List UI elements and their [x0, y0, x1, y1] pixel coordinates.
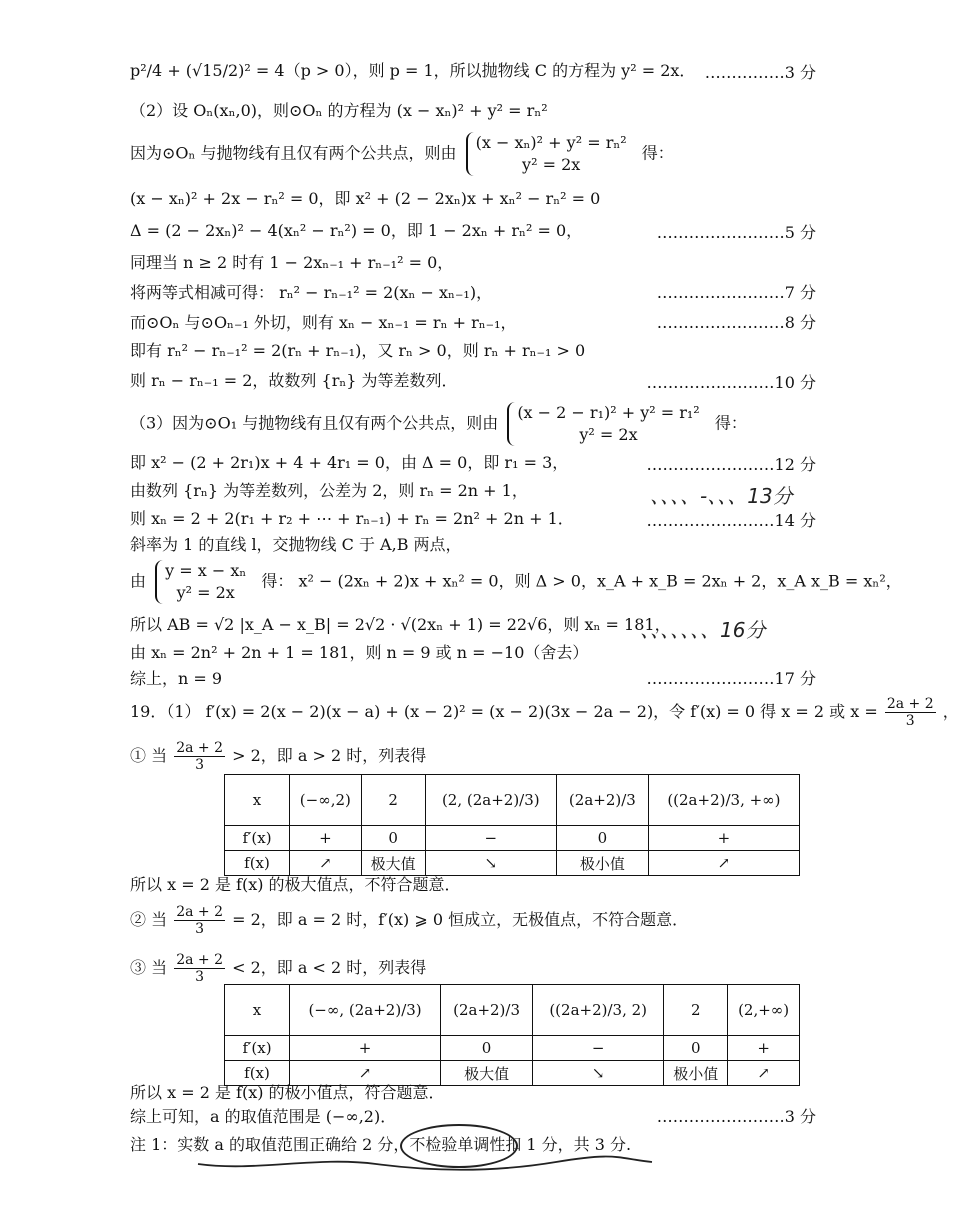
t1-r1c5: + — [648, 826, 799, 851]
t1-h0: x — [225, 775, 290, 826]
l11-post: 得： — [714, 413, 747, 433]
eq-line-6: 同理当 n ≥ 2 时有 1 − 2xₙ₋₁ + rₙ₋₁² = 0， — [130, 253, 454, 272]
l16-post: 得： x² − (2xₙ + 2)x + xₙ² = 0，则 Δ > 0，x_A + x_B = 2xₙ + 2，x_A x_B = xₙ²， — [261, 571, 902, 591]
case-3-frac-num: 2a + 2 — [176, 952, 223, 968]
variation-table-2 — [224, 984, 800, 1086]
handwritten-16: 、、、、、、、16分 — [640, 618, 766, 642]
system-2-eq1: (x − 2 − r₁)² + y² = r₁² — [517, 403, 700, 422]
t2-h1: (−∞, (2a+2)/3) — [290, 985, 441, 1036]
eq-line-7: 将两等式相减可得： rₙ² − rₙ₋₁² = 2(xₙ − xₙ₋₁)， — [130, 283, 493, 302]
eq-line-4: (x − xₙ)² + 2x − rₙ² = 0，即 x² + (2 − 2xₙ)x + xₙ² − rₙ² = 0 — [130, 189, 601, 208]
frac-root — [885, 696, 936, 729]
eq-line-12: 即 x² − (2 + 2r₁)x + 4 + 4r₁ = 0，由 Δ = 0，即 r₁ = 3， — [130, 453, 569, 472]
case-3-pre: ③ 当 — [130, 958, 168, 977]
handwritten-13: 、、、、-、、、13分 — [650, 484, 793, 508]
system-2-eq2: y² = 2x — [579, 425, 638, 444]
eq-line-2: （2）设 Oₙ(xₙ,0)，则⊙Oₙ 的方程为 (x − xₙ)² + y² = rₙ² — [130, 101, 548, 120]
points-3: ……………3 分 — [704, 63, 816, 82]
t2-h2: (2a+2)/3 — [441, 985, 533, 1036]
case-2-frac-num: 2a + 2 — [176, 904, 223, 920]
frac-root-den: 3 — [905, 713, 915, 729]
t2-r2c2: 极大值 — [441, 1061, 533, 1086]
points-5: ……………………5 分 — [656, 223, 816, 242]
case-2-pre: ② 当 — [130, 910, 168, 929]
l16-pre: 由 — [130, 571, 147, 591]
system-1-eq1: (x − xₙ)² + y² = rₙ² — [475, 133, 627, 152]
points-conclusion: ……………………3 分 — [656, 1107, 816, 1126]
eq-line-11 — [130, 402, 747, 446]
t2-h5: (2,+∞) — [728, 985, 800, 1036]
points-12: ……………………12 分 — [646, 455, 816, 474]
eq-line-19: 综上，n = 9 — [130, 669, 223, 688]
t1-r1c4: 0 — [556, 826, 648, 851]
t2-r2c1: ↗ — [290, 1061, 441, 1086]
case-1-post: > 2，即 a > 2 时，列表得 — [232, 746, 427, 765]
case-2-frac — [174, 904, 225, 937]
t1-r2c0: f(x) — [225, 851, 290, 876]
eq-line-14: 则 xₙ = 2 + 2(r₁ + r₂ + ⋯ + rₙ₋₁) + rₙ = 2n² + 2n + 1． — [130, 509, 574, 528]
wavy-underline-path — [198, 1157, 652, 1170]
system-1 — [466, 132, 633, 176]
t1-r2c1: ↗ — [290, 851, 362, 876]
t2-r1c5: + — [728, 1036, 800, 1061]
problem-19-derivative — [130, 696, 959, 729]
points-8: ……………………8 分 — [656, 313, 816, 332]
t1-r1c2: 0 — [361, 826, 425, 851]
system-2 — [507, 402, 705, 446]
eq-line-3 — [130, 132, 674, 176]
l20-pre: 19．（1） f′(x) = 2(x − 2)(x − a) + (x − 2)² = (x − 2)(3x − 2a − 2)，令 f′(x) = 0 得 x = 2 或 x = — [130, 702, 878, 721]
t1-h1: (−∞,2) — [290, 775, 362, 826]
system-3-eq2: y² = 2x — [176, 583, 235, 602]
t2-r2c3: ↘ — [533, 1061, 664, 1086]
points-14: ……………………14 分 — [646, 511, 816, 530]
case-2-post: = 2，即 a = 2 时，f′(x) ⩾ 0 恒成立，无极值点，不符合题意． — [232, 910, 689, 929]
case-3-frac-den: 3 — [195, 969, 205, 985]
case-3-frac — [174, 952, 225, 985]
after-table-2: 所以 x = 2 是 f(x) 的极小值点，符合题意． — [130, 1083, 445, 1102]
case-3-post: < 2，即 a < 2 时，列表得 — [232, 958, 427, 977]
l20-post: ， — [942, 702, 959, 721]
conclusion: 综上可知，a 的取值范围是 (−∞,2)． — [130, 1107, 397, 1126]
case-1 — [130, 740, 426, 773]
eq-line-17: 所以 AB = √2 |x_A − x_B| = 2√2 · √(2xₙ + 1) = 22√6，则 xₙ = 181， — [130, 615, 671, 634]
t2-r1c2: 0 — [441, 1036, 533, 1061]
t1-r1c3: − — [425, 826, 556, 851]
l3-pre: 因为⊙Oₙ 与抛物线有且仅有两个公共点，则由 — [130, 143, 457, 163]
t2-r2c0: f(x) — [225, 1061, 290, 1086]
points-10: ……………………10 分 — [646, 373, 816, 392]
eq-line-16 — [130, 560, 902, 604]
system-3 — [155, 560, 252, 604]
system-1-eq2: y² = 2x — [522, 155, 581, 174]
eq-line-9: 即有 rₙ² − rₙ₋₁² = 2(rₙ + rₙ₋₁)，又 rₙ > 0，则 rₙ + rₙ₋₁ > 0 — [130, 341, 586, 360]
eq-line-15: 斜率为 1 的直线 l，交抛物线 C 于 A,B 两点， — [130, 535, 462, 554]
frac-root-num: 2a + 2 — [886, 696, 934, 712]
t1-r2c3: ↘ — [425, 851, 556, 876]
eq-line-1: p²/4 + (√15/2)² = 4（p > 0），则 p = 1，所以抛物线 C 的方程为 y² = 2x． — [130, 61, 696, 80]
system-3-eq1: y = x − xₙ — [165, 561, 247, 580]
t2-r1c0: f′(x) — [225, 1036, 290, 1061]
l11-pre: （3）因为⊙O₁ 与抛物线有且仅有两个公共点，则由 — [130, 413, 499, 433]
t1-r2c4: 极小值 — [556, 851, 648, 876]
t2-r1c3: − — [533, 1036, 664, 1061]
t1-h2: 2 — [361, 775, 425, 826]
points-7: ……………………7 分 — [656, 283, 816, 302]
case-1-frac — [174, 740, 225, 773]
t1-r2c5: ↗ — [648, 851, 799, 876]
variation-table-1 — [224, 774, 800, 876]
t2-r1c4: 0 — [664, 1036, 728, 1061]
l3-post: 得： — [641, 143, 674, 163]
after-table-1: 所以 x = 2 是 f(x) 的极大值点，不符合题意． — [130, 875, 461, 894]
t2-h4: 2 — [664, 985, 728, 1036]
case-1-pre: ① 当 — [130, 746, 168, 765]
eq-line-18: 由 xₙ = 2n² + 2n + 1 = 181，则 n = 9 或 n = −10（舍去） — [130, 643, 589, 662]
case-1-frac-num: 2a + 2 — [176, 740, 223, 756]
t1-h3: (2, (2a+2)/3) — [425, 775, 556, 826]
t1-h4: (2a+2)/3 — [556, 775, 648, 826]
points-17: ……………………17 分 — [646, 669, 816, 688]
t1-r2c2: 极大值 — [361, 851, 425, 876]
t2-r1c1: + — [290, 1036, 441, 1061]
eq-line-5: Δ = (2 − 2xₙ)² − 4(xₙ² − rₙ²) = 0，即 1 − 2xₙ + rₙ² = 0， — [130, 221, 583, 240]
t2-r2c4: 极小值 — [664, 1061, 728, 1086]
t2-r2c5: ↗ — [728, 1061, 800, 1086]
case-2-frac-den: 3 — [195, 921, 205, 937]
eq-line-13: 由数列 {rₙ} 为等差数列，公差为 2，则 rₙ = 2n + 1， — [130, 481, 528, 500]
eq-line-10: 则 rₙ − rₙ₋₁ = 2，故数列 {rₙ} 为等差数列． — [130, 371, 458, 390]
case-3 — [130, 952, 426, 985]
wavy-underline — [196, 1150, 656, 1174]
t1-r1c1: + — [290, 826, 362, 851]
t2-h3: ((2a+2)/3, 2) — [533, 985, 664, 1036]
eq-line-8: 而⊙Oₙ 与⊙Oₙ₋₁ 外切，则有 xₙ − xₙ₋₁ = rₙ + rₙ₋₁， — [130, 313, 517, 332]
t1-h5: ((2a+2)/3, +∞) — [648, 775, 799, 826]
note-1: 注 1：实数 a 的取值范围正确给 2 分，不检验单调性扣 1 分，共 3 分. — [130, 1135, 632, 1154]
t1-r1c0: f′(x) — [225, 826, 290, 851]
t2-h0: x — [225, 985, 290, 1036]
case-2 — [130, 904, 688, 937]
case-1-frac-den: 3 — [195, 757, 205, 773]
